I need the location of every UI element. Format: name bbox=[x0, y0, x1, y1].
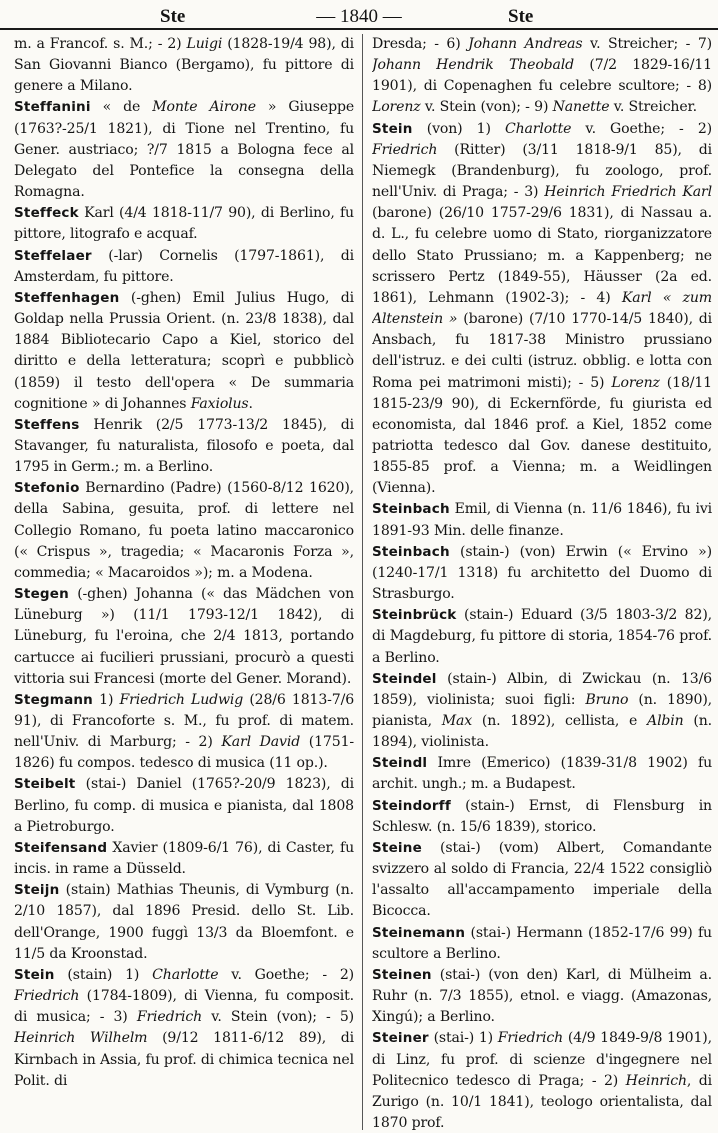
entry-text: » Giuseppe (1763?-25/1 1821), di Tione nel Trentino, fu Gener. austriaco; ?/7 1815 a Bologna fece al Delegato del Pontefice la consegna della Romagna. bbox=[14, 99, 354, 201]
entry-headword: Steffens bbox=[14, 416, 80, 433]
dictionary-entry bbox=[372, 499, 712, 541]
entry-italic-name: Friedrich bbox=[497, 1030, 564, 1047]
entry-headword: Steindorff bbox=[372, 797, 451, 814]
entry-text: (n. 1894), violinista. bbox=[372, 713, 712, 751]
entry-text: (stain) Mathias Theunis, di Vymburg (n. 2/10 1857), dal 1896 Presid. dello St. Lib. dell'Orange, 1900 fuggì 13/3 da Bloemfont. e 11/5 da Kroonstad. bbox=[14, 882, 354, 962]
entry-text: (-ghen) Johanna (« das Mädchen von Lüneburg ») (11/1 1793-12/1 1842), di Lüneburg, fu l'eroina, che 2/4 1813, portando cartucce ai fucilieri prussiani, procurò a questi vittoria sui Francesi (morte del Gener. Morand). bbox=[14, 586, 354, 687]
entry-text: v. Goethe; - 2) bbox=[218, 966, 354, 983]
entry-text: v. Streicher. bbox=[609, 99, 697, 116]
entry-headword: Steinen bbox=[372, 966, 432, 983]
entry-text: (4/9 1849-9/8 1901), di Linz, fu prof. di scienze d'ingegnere nel Politecnico tedesco di Praga; - 2) bbox=[372, 1030, 712, 1089]
dictionary-entry bbox=[372, 753, 712, 795]
entry-headword: Steinbrück bbox=[372, 607, 457, 624]
entry-text: (stain) 1) bbox=[54, 966, 153, 983]
dictionary-entry bbox=[14, 415, 354, 478]
entry-text: (n. 1890), pianista, bbox=[372, 691, 712, 729]
entry-text: (28/6 1813-7/6 91), di Francoforte s. M., fu prof. di matem. nell'Univ. di Marburg; - 2) bbox=[14, 691, 354, 751]
dictionary-entry bbox=[372, 119, 712, 500]
entry-text: (stai-) (vom) Albert, Comandante svizzero al soldo di Francia, 22/4 1522 consigliò l'assalto all'accampamento imperiale della Bicocca. bbox=[372, 839, 712, 920]
header-right-guideword: Ste bbox=[508, 6, 534, 27]
entry-italic-name: Heinrich bbox=[625, 1072, 687, 1089]
entry-headword: Steibelt bbox=[14, 776, 76, 793]
page-number: — 1840 — bbox=[316, 6, 402, 27]
entry-italic-name: Monte Airone bbox=[152, 99, 256, 116]
entry-italic-name: Faxiolus bbox=[190, 395, 249, 412]
entry-text: v. Stein (von); - 9) bbox=[420, 99, 553, 116]
dictionary-entry bbox=[14, 584, 354, 690]
dictionary-entry bbox=[14, 880, 354, 965]
entry-text: (9/12 1811-6/12 89), di Kirnbach in Assia, fu prof. di chimica tecnica nel Polit. di bbox=[14, 1030, 354, 1089]
dictionary-entry bbox=[372, 796, 712, 838]
dictionary-entry bbox=[14, 97, 354, 203]
entry-text: (von) 1) bbox=[412, 120, 505, 137]
entry-text: (stain-) Eduard (3/5 1803-3/2 82), di Magdeburg, fu pittore di storia, 1854-76 prof. a Berlino. bbox=[372, 607, 712, 666]
entry-headword: Steindel bbox=[372, 670, 437, 687]
entry-text: (7/2 1829-16/11 1901), di Copenaghen fu celebre scultore; - 8) bbox=[372, 57, 712, 95]
dictionary-entry bbox=[372, 838, 712, 923]
entry-italic-name: Johann Hendrik Theobald bbox=[372, 57, 575, 74]
entry-italic-name: Friedrich bbox=[14, 988, 80, 1005]
column-divider bbox=[362, 34, 363, 1130]
entry-text: (stain-) (von) Erwin (« Ervino ») (1240-17/1 1318) fu architetto del Duomo di Strasburgo. bbox=[372, 543, 712, 603]
entry-italic-name: Lorenz bbox=[611, 374, 660, 391]
entry-headword: Steiner bbox=[372, 1030, 429, 1047]
entry-text: (barone) (7/10 1770-14/5 1840), di Ansbach, fu 1817-38 Ministro prussiano dell'istruz. e dei culti (istruz. obblig. e lotta con Roma pei matrimoni misti); - 5) bbox=[372, 311, 712, 391]
dictionary-entry bbox=[372, 923, 712, 965]
entry-italic-name: Lorenz bbox=[372, 99, 421, 116]
dictionary-entry bbox=[14, 478, 354, 584]
entry-headword: Stein bbox=[14, 966, 55, 983]
entry-headword: Steinemann bbox=[372, 924, 466, 941]
entry-italic-name: Charlotte bbox=[152, 966, 219, 983]
entry-headword: Steffenhagen bbox=[14, 289, 120, 306]
entry-text: (stai-) 1) bbox=[428, 1030, 498, 1047]
dictionary-entry bbox=[372, 542, 712, 605]
dictionary-entry bbox=[372, 34, 712, 119]
entry-italic-name: Karl « zum Altenstein » bbox=[372, 289, 712, 328]
entry-headword: Stegmann bbox=[14, 691, 93, 708]
entry-italic-name: Nanette bbox=[552, 99, 610, 116]
entry-italic-name: Friedrich bbox=[372, 141, 438, 158]
entry-headword: Steifensand bbox=[14, 839, 108, 856]
header-rule bbox=[0, 28, 718, 30]
dictionary-entry bbox=[14, 34, 354, 97]
entry-text: (18/11 1815-23/9 90), di Eckernförde, fu giurista ed economista, dal 1846 prof. a Kiel, 1852 come patriotta tedesco dal Gov. danese destituito, 1855-85 prof. a Vienna; m. a Weidlingen (Vienna). bbox=[372, 374, 712, 497]
entry-text: Imre (Emerico) (1839-31/8 1902) fu archit. ungh.; m. a Budapest. bbox=[372, 755, 712, 793]
entry-text: (-lar) Cornelis (1797-1861), di Amsterdam, fu pittore. bbox=[14, 247, 354, 285]
entry-text: (1751-1826) fu compos. tedesco di musica (11 op.). bbox=[14, 734, 354, 772]
entry-text: Emil, di Vienna (n. 11/6 1846), fu ivi 1891-93 Min. delle finanze. bbox=[372, 501, 712, 539]
entry-headword: Steindl bbox=[372, 755, 428, 772]
entry-text: (1784-1809), di Vienna, fu composit. di musica; - 3) bbox=[14, 988, 354, 1026]
entry-italic-name: Heinrich Friedrich Karl bbox=[544, 184, 712, 201]
entry-italic-name: Friedrich bbox=[136, 1009, 203, 1026]
header-left-guideword: Ste bbox=[160, 6, 186, 27]
entry-text: (-ghen) Emil Julius Hugo, di Goldap nella Prussia Orient. (n. 23/8 1838), dal 1884 Bibliotecario Capo a Kiel, storico del diritto e della letteratura; scoprì e pubblicò (1859) il testo dell'opera « De summaria cognitione » di Johannes bbox=[14, 289, 354, 412]
entry-text: v. Streicher; - 7) bbox=[582, 36, 712, 52]
dictionary-entry bbox=[14, 965, 354, 1092]
entry-headword: Steffeck bbox=[14, 205, 79, 222]
dictionary-entry bbox=[14, 203, 354, 245]
entry-text: (barone) (26/10 1757-29/6 1831), di Nassau a. d. L., fu celebre uomo di Stato, riorganizzatore dello Stato Prussiano; m. a Kappenberg; ne scrissero Pertz (1849-55), Häusser (2a ed. 1861), Lehmann (1902-3); - 4) bbox=[372, 205, 712, 306]
dictionary-entry bbox=[14, 838, 354, 880]
entry-italic-name: Johann Andreas bbox=[468, 36, 583, 52]
entry-text: Xavier (1809-6/1 76), di Caster, fu incis. in rame a Düsseld. bbox=[14, 839, 354, 878]
dictionary-entry bbox=[372, 1028, 712, 1130]
dictionary-entry bbox=[14, 288, 354, 415]
entry-text: Bernardino (Padre) (1560-8/12 1620), della Sabina, gesuita, prof. di lettere nel Collegio Romano, fu poeta latino maccaronico (« Crispus », tragedia; « Macaronis Forza », commedia; « Macaroidos »); m. a Modena. bbox=[14, 480, 354, 581]
entry-text: « de bbox=[90, 99, 153, 116]
entry-text: 1) bbox=[93, 691, 120, 708]
dictionary-entry bbox=[372, 965, 712, 1028]
entry-italic-name: Albin bbox=[647, 713, 684, 729]
entry-text: v. Goethe; - 2) bbox=[571, 120, 712, 137]
entry-text: (stai-) Hermann (1852-17/6 99) fu scultore a Berlino. bbox=[372, 924, 712, 962]
entry-italic-name: Charlotte bbox=[504, 120, 572, 137]
dictionary-entry bbox=[372, 669, 712, 754]
entry-italic-name: Bruno bbox=[585, 691, 629, 708]
entry-headword: Steine bbox=[372, 839, 422, 856]
entry-text: (Ritter) (3/11 1818-9/1 85), di Niemegk (Brandenburg), fu zoologo, prof. nell'Univ. di Praga; - 3) bbox=[372, 141, 712, 201]
entry-headword: Steffanini bbox=[14, 99, 91, 116]
entry-text: . bbox=[248, 395, 253, 412]
entry-text: (stai-) (von den) Karl, di Mülheim a. Ruhr (n. 7/3 1855), etnol. e viagg. (Amazonas, Xingú); a Berlino. bbox=[372, 966, 712, 1026]
dictionary-entry bbox=[372, 605, 712, 668]
entry-italic-name: Max bbox=[441, 713, 473, 729]
right-column bbox=[372, 34, 712, 1130]
entry-text: Henrik (2/5 1773-13/2 1845), di Stavanger, fu naturalista, filosofo e poeta, dal 1795 in Germ.; m. a Berlino. bbox=[14, 416, 354, 476]
entry-headword: Steinbach bbox=[372, 501, 450, 518]
entry-headword: Stefonio bbox=[14, 480, 80, 497]
entry-text: (stain-) Albin, di Zwickau (n. 13/6 1859), violinista; suoi figli: bbox=[372, 670, 712, 708]
entry-text: v. Stein (von); - 5) bbox=[202, 1009, 354, 1026]
entry-text: , di Zurigo (n. 10/1 1841), teologo orientalista, dal 1870 prof. bbox=[372, 1072, 712, 1130]
entry-italic-name: Luigi bbox=[186, 36, 223, 52]
entry-italic-name: Heinrich Wilhelm bbox=[14, 1030, 148, 1047]
entry-text: (n. 1892), cellista, e bbox=[472, 713, 648, 729]
entry-headword: Steinbach bbox=[372, 543, 450, 560]
entry-text: m. a Francof. s. M.; - 2) bbox=[14, 36, 187, 52]
entry-headword: Stegen bbox=[14, 586, 69, 603]
entry-italic-name: Friedrich Ludwig bbox=[119, 691, 244, 708]
dictionary-entry bbox=[14, 774, 354, 837]
dictionary-entry bbox=[14, 690, 354, 775]
entry-headword: Stein bbox=[372, 120, 413, 137]
page-header bbox=[0, 4, 718, 28]
entry-headword: Steffelaer bbox=[14, 247, 92, 264]
left-column bbox=[14, 34, 354, 1130]
entry-headword: Steijn bbox=[14, 882, 60, 899]
entry-text: Dresda; - 6) bbox=[372, 36, 469, 52]
entry-italic-name: Karl David bbox=[221, 734, 301, 751]
entry-text: (stain-) Ernst, di Flensburg in Schlesw. (n. 15/6 1839), storico. bbox=[372, 797, 712, 835]
dictionary-entry bbox=[14, 246, 354, 288]
entry-text: (stai-) Daniel (1765?-20/9 1823), di Berlino, fu comp. di musica e pianista, dal 1808 a Pietroburgo. bbox=[14, 776, 354, 835]
entry-text: Karl (4/4 1818-11/7 90), di Berlino, fu pittore, litografo e acquaf. bbox=[14, 205, 354, 243]
entry-text: (1828-19/4 98), di San Giovanni Bianco (Bergamo), fu pittore di genere a Milano. bbox=[14, 36, 354, 95]
